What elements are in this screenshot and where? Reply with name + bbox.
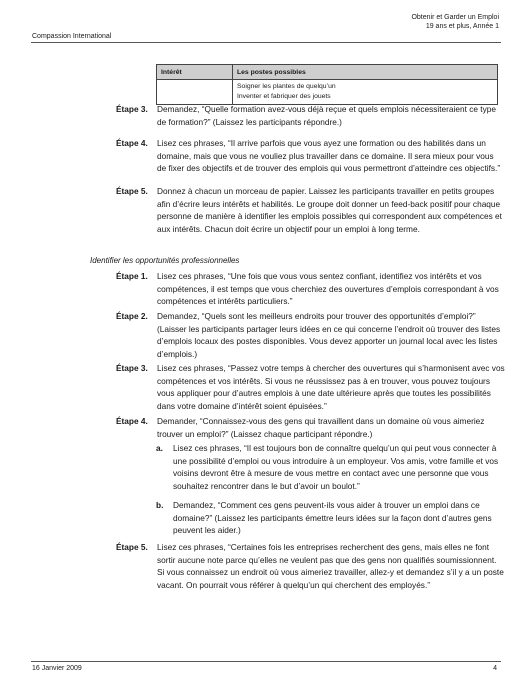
step-label: Étape 1. (116, 271, 148, 281)
step-label: Étape 3. (116, 363, 148, 373)
table-row (157, 80, 498, 105)
step-text: Demandez, “Quels sont les meilleurs endroits pour trouver des opportunités d’emploi?” (Laisser les participants partager leurs idées en ce qui concerne l’endroit où trouver des listes d’emplois locaux des postes disponibles. Vous devez apporter un journal local avec les listes d’emplois.) (157, 311, 501, 359)
step-text: Demander, “Connaissez-vous des gens qui travaillent dans un domaine où vous aimeriez trouver un emploi?” (Laissez chaque participant répondre.) (157, 416, 485, 439)
section-title: Identifier les opportunités professionnelles (90, 256, 240, 265)
step-text: Lisez ces phrases, “Certaines fois les entreprises recherchent des gens, mais elles ne font sortir aucune note parce qu’elles ne veulent pas que des gens non qualifiés soumissionnent. Si vous connaissez un endroit où vous aimeriez travailler, allez-y et demandez s’il y a un poste vacant. On pourrait vous référer à quelqu’un qui cherchent des employés.” (157, 542, 504, 590)
substep-text: Demandez, “Comment ces gens peuvent-ils vous aider à trouver un emploi dans ce domaine?” (Laissez les participants émettre leurs idées sur la façon dont d’autres gens peuvent les aider.) (173, 500, 492, 536)
step-text: Lisez ces phrases, “Passez votre temps à chercher des ouvertures qui s’harmonisent avec vos compétences et vos intérêts. Si vous ne réussissez pas à en trouver, vous pouvez toujours vous appliquer pour d’autres emplois à une date ultérieure après que toutes les possibilités dans votre domaine d’intérêt soient épuisées.” (157, 363, 505, 411)
table-cell-positions (233, 80, 498, 105)
substep-label: a. (156, 443, 163, 453)
step-text: Demandez, “Quelle formation avez-vous déjà reçue et quels emplois nécessiteraient ce type de formation?” (Laissez les participants répondre.) (157, 104, 496, 127)
step-label: Étape 5. (116, 186, 148, 196)
step-label: Étape 2. (116, 311, 148, 321)
position-item: Soigner les plantes de quelqu’un (237, 83, 336, 90)
table-header-row (157, 65, 498, 80)
footer-rule (31, 661, 501, 662)
header-title: Obtenir et Garder un Emploi (411, 14, 499, 21)
substep-label: b. (156, 500, 164, 510)
step-label: Étape 4. (116, 138, 148, 148)
step-label: Étape 4. (116, 416, 148, 426)
header-title-block (411, 13, 499, 31)
page-number: 4 (493, 665, 497, 672)
header-org: Compassion International (32, 33, 112, 40)
substep-text: Lisez ces phrases, “Il est toujours bon de connaître quelqu’un qui peut vous connecter à une possibilité d’emploi ou vous introduire à un employeur. Vos amis, votre famille et vos voisins devront être à mesure de vous mettre en contact avec une personne que vous souhaitez rencontrer dans le but d’avoir un boulot.” (173, 443, 499, 491)
table-header-interest: Intérêt (157, 65, 233, 80)
position-item: Inventer et fabriquer des jouets (237, 93, 331, 100)
step-label: Étape 3. (116, 104, 148, 114)
table-cell-empty (157, 80, 233, 105)
footer-date: 16 Janvier 2009 (32, 665, 82, 672)
header-subtitle: 19 ans et plus, Année 1 (425, 23, 499, 30)
step-text: Lisez ces phrases, “Une fois que vous vous sentez confiant, identifiez vos intérêts et vos compétences, il est temps que vous cherchiez des ouvertures d’emplois correspondant à vos compétences et intérêts particuliers.” (157, 271, 499, 307)
step-text: Donnez à chacun un morceau de papier. Laissez les participants travailler en petits groupes afin d’écrire leurs intérêts et habilités. Le groupe doit donner un feed-back positif pour chaque personne de manière à identifier les emplois possibles qui correspondent aux compétences et aux intérêts. Chacun doit écrire un objectif pour un emploi à long terme. (157, 186, 502, 234)
table-header-positions: Les postes possibles (233, 65, 498, 80)
header-rule (31, 42, 501, 43)
step-text: Lisez ces phrases, “Il arrive parfois que vous ayez une formation ou des habilités dans un domaine, mais que vous ne vouliez plus travailler dans ce domaine. Il sera mieux pour vous de fixer des objectifs et de trouver des emplois qui vous permettront d’atteindre ces objectifs.” (157, 138, 501, 174)
step-label: Étape 5. (116, 542, 148, 552)
interests-table (156, 64, 498, 105)
